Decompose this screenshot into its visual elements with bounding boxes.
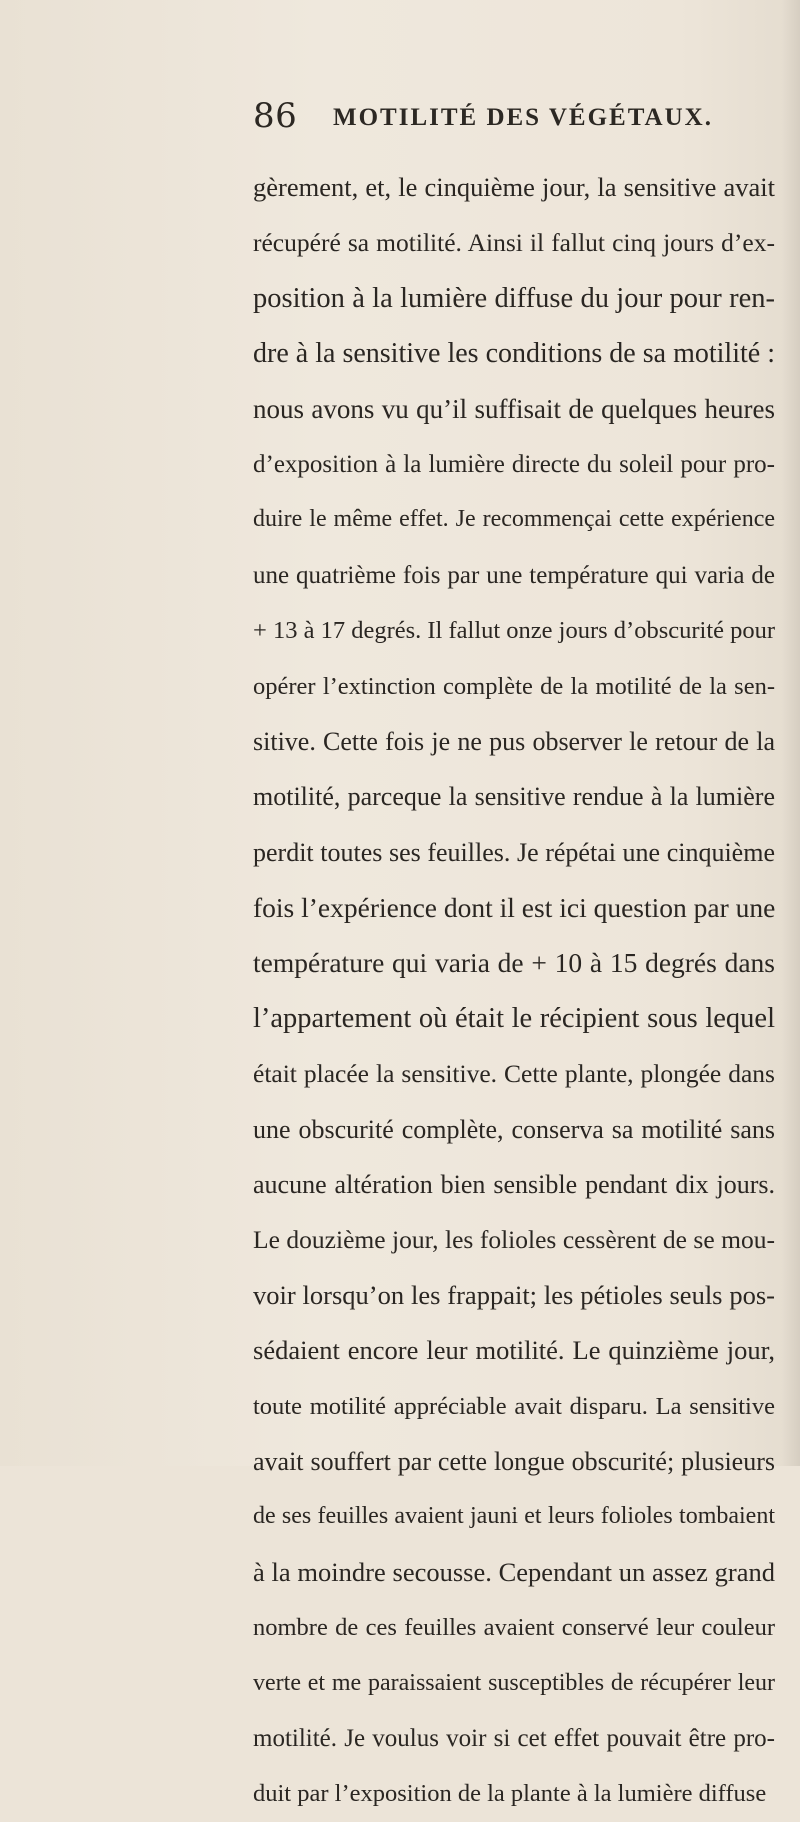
text-line: duire le même effet. Je recommençai cette expérience <box>253 506 775 533</box>
text-line: position à la lumière diffuse du jour pour ren- <box>253 282 775 314</box>
text-line: duit par l’exposition de la plante à la lumière diffuse <box>253 1780 767 1808</box>
page-header <box>253 96 773 140</box>
text-line: sédaient encore leur motilité. Le quinzième jour, <box>253 1335 775 1366</box>
text-line: verte et me paraissaient susceptibles de récupérer leur <box>253 1669 775 1696</box>
text-line: motilité. Je voulus voir si cet effet pouvait être pro- <box>253 1724 775 1752</box>
text-line: nous avons vu qu’il suffisait de quelques heures <box>253 393 775 424</box>
text-line: une quatrième fois par une température qui varia de <box>253 561 775 589</box>
text-line: motilité, parceque la sensitive rendue à la lumière <box>253 782 775 812</box>
page-number: 86 <box>253 96 298 136</box>
text-line: de ses feuilles avaient jauni et leurs folioles tombaient <box>253 1503 775 1530</box>
text-line: l’appartement où était le récipient sous lequel <box>253 1002 775 1034</box>
text-line: + 13 à 17 degrés. Il fallut onze jours d’obscurité pour <box>253 617 776 645</box>
text-line: fois l’expérience dont il est ici question par une <box>253 892 776 924</box>
text-line: perdit toutes ses feuilles. Je répétai une cinquième <box>253 837 775 867</box>
text-line: sitive. Cette fois je ne pus observer le retour de la <box>253 726 775 756</box>
text-line: dre à la sensitive les conditions de sa motilité : <box>253 338 775 370</box>
text-line: d’exposition à la lumière directe du soleil pour pro- <box>253 450 775 478</box>
text-line: avait souffert par cette longue obscurité; plusieurs <box>253 1446 775 1476</box>
text-line: gèrement, et, le cinquième jour, la sensitive avait <box>253 172 775 202</box>
body-text <box>253 160 775 1822</box>
text-line: une obscurité complète, conserva sa motilité sans <box>253 1114 775 1144</box>
text-line: récupéré sa motilité. Ainsi il fallut cinq jours d’ex- <box>253 228 775 258</box>
text-line: nombre de ces feuilles avaient conservé leur couleur <box>253 1614 775 1642</box>
text-line: voir lorsqu’on les frappait; les pétioles seuls pos- <box>253 1279 775 1310</box>
running-head: MOTILITÉ DES VÉGÉTAUX. <box>333 104 713 131</box>
text-line: toute motilité appréciable avait disparu. La sensitive <box>253 1392 775 1420</box>
text-line: température qui varia de + 10 à 15 degrés dans <box>253 947 775 979</box>
text-line: aucune altération bien sensible pendant dix jours. <box>253 1170 775 1200</box>
text-line: opérer l’extinction complète de la motilité de la sen- <box>253 672 775 700</box>
text-line: était placée la sensitive. Cette plante, plongée dans <box>253 1059 775 1089</box>
text-line: Le douzième jour, les folioles cessèrent de se mou- <box>253 1225 775 1255</box>
text-line: à la moindre secousse. Cependant un assez grand <box>253 1556 775 1587</box>
page-edge-shadow <box>782 0 800 1466</box>
